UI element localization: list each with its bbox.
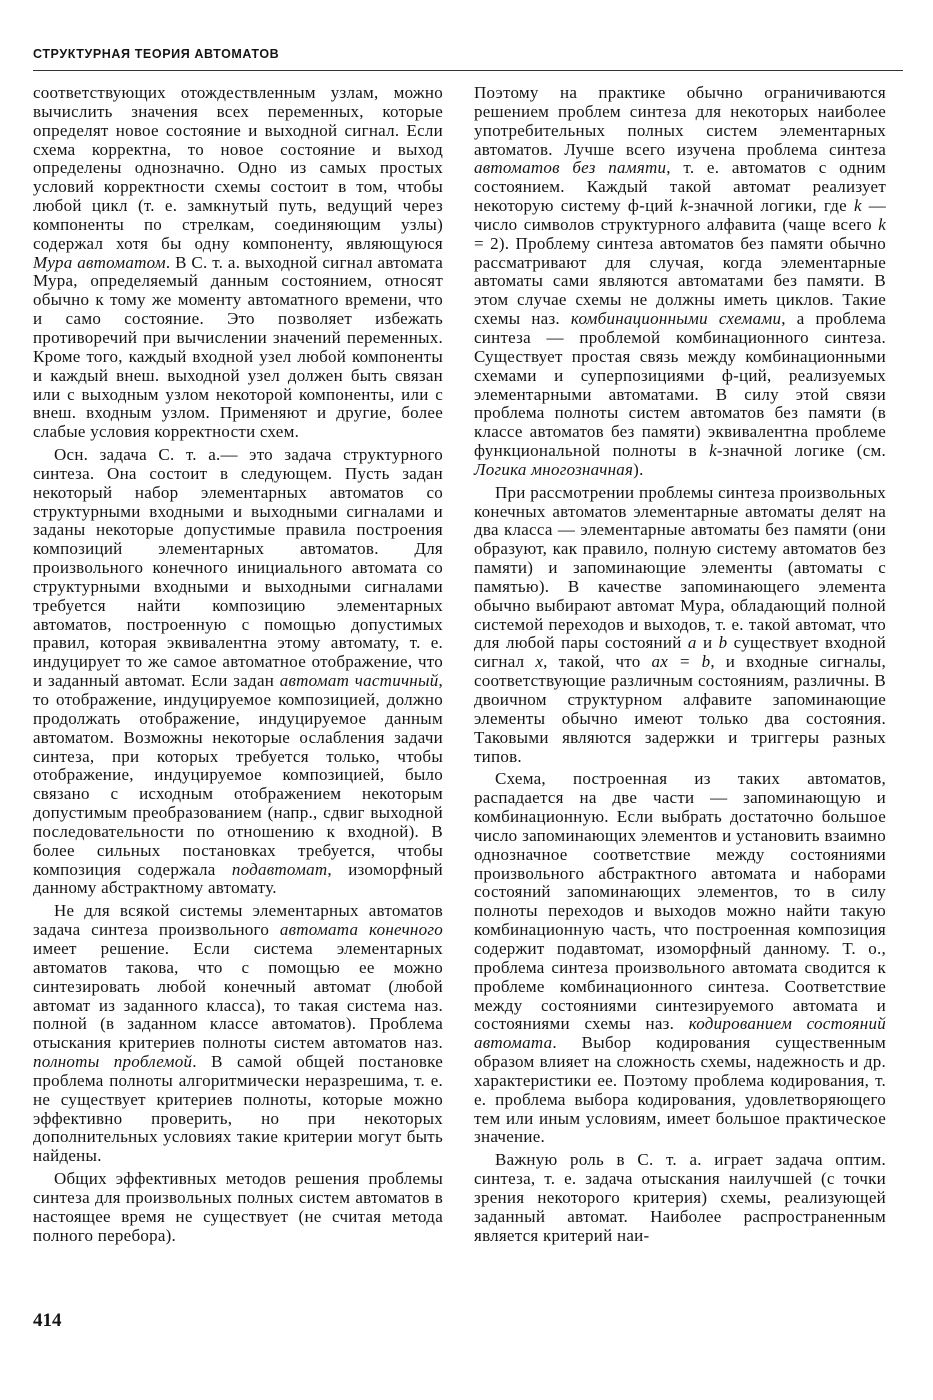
text-run: , и входные сигналы, соответствующие различным состояниям, различны. В двоичном структурном алфавите запоминающие элементы обычно имеют только два состояния. Таковыми являются задержки и триггеры разных типов. — [474, 652, 886, 766]
text-run: -значной логике (см. — [716, 441, 887, 461]
right-column — [474, 84, 886, 1249]
paragraph — [474, 484, 886, 767]
text-run: . В С. т. а. выходной сигнал автомата Мура, определяемый данным состоянием, относят обычно к тому же моменту автоматного времени, что и само состояние. Это позволяет избежать противоречий при вычислении значений переменных. Кроме того, каждый входной узел любой компоненты и каждый внеш. выходной узел должен быть связан или с выходным узлом некоторой компоненты, или с внеш. входным узлом. Применяют и другие, более слабые условия корректности схем. — [33, 252, 443, 442]
italic-term: кодированием состояний автомата — [474, 1014, 886, 1053]
italic-term: a — [687, 633, 697, 653]
text-run: , такой, что — [543, 652, 652, 672]
text-run: — число символов структурного алфавита (чаще всего — [474, 196, 887, 234]
text-run: Поэтому на практике обычно ограничиваются решением проблем синтеза для некоторых наиболее употребительных полных систем элементарных автоматов. Лучше всего изучена проблема синтеза — [474, 83, 886, 159]
text-run: Общих эффективных методов решения проблемы синтеза для произвольных полных систем автоматов в настоящее время не существует (не считая метода полного перебора). — [33, 1169, 443, 1245]
text-run: Осн. задача С. т. а.— это задача структурного синтеза. Она состоит в следующем. Пусть задан некоторый набор элементарных автоматов со структурными входными и выходными сигналами и заданы некоторые допустимые правила построения композиций элементарных автоматов. Для произвольного конечного инициального автомата со структурными входными и выходными сигналами требуется найти композицию элементарных автоматов, построенную с помощью допустимых правил, которая эквивалентна этому автомату, т. е. индуцирует то же самое автоматное отображение, что и заданный автомат. Если задан — [33, 445, 443, 691]
text-run: Схема, построенная из таких автоматов, распадается на две части — запоминающую и комбинационную. Если выбрать достаточно большое число запоминающих элементов и установить взаимно однозначное соответствие между состояниями произвольного абстрактного автомата и наборами состояний запоминающих элементов, то в силу полноты переходов и выходов можно найти такую комбинационную часть, что построенная композиция содержит подавтомат, изоморфный данному. Т. о., проблема синтеза произвольного автомата сводится к проблеме комбинационного синтеза. Соответствие между состояниями синтезируемого автомата и состояниями схемы наз. — [474, 769, 886, 1034]
italic-term: автомата конечного — [279, 920, 443, 940]
text-run: . Выбор кодирования существенным образом влияет на сложность схемы, надежность и др. характеристики ее. Поэтому проблема кодирования, т. е. проблема выбора кодирования, удовлетворяющего тем или иным условиям, имеет большое практическое значение. — [474, 1033, 886, 1147]
text-run: При рассмотрении проблемы синтеза произвольных конечных автоматов элементарные автоматы делят на два класса — элементарные автоматы без памяти (они образуют, как правило, полную систему автоматов без памяти) и запоминающие элементы (автоматы с памятью). В качестве запоминающего элемента обычно выбирают автомат Мура, обладающий полной системой переходов и выходов, т. е. такой автомат, что для любой пары состояний — [474, 482, 886, 653]
italic-term: полноты проблемой — [33, 1052, 193, 1072]
italic-term: подавтомат — [231, 859, 328, 879]
text-run: , т. е. автоматов с одним состоянием. Каждый такой автомат реализует некоторую систему ф-ций — [474, 158, 887, 216]
text-run: -значной логики, где — [687, 196, 854, 216]
italic-term: x — [535, 652, 544, 672]
text-run: , а проблема синтеза — проблемой комбинационного синтеза. Существует простая связь между комбинационными схемами и суперпозициями ф-ций, реализуемых элементарными автоматами. В силу этой связи проблема полноты систем автоматов без памяти (в классе автоматов без памяти) эквивалентна проблеме функциональной полноты в — [474, 309, 886, 461]
page-number: 414 — [33, 1310, 62, 1331]
paragraph — [33, 902, 443, 1166]
italic-term: k — [709, 441, 717, 461]
paragraph — [33, 1170, 443, 1245]
paragraph — [474, 1151, 886, 1245]
paragraph — [474, 770, 886, 1147]
left-column — [33, 84, 443, 1249]
paragraph — [474, 84, 886, 480]
italic-term: автомат частичный — [279, 671, 439, 691]
italic-term: комбинационными схемами — [570, 309, 782, 329]
text-run: = 2). Проблему синтеза автоматов без памяти обычно рассматривают для случая, когда элементарные автоматы сами являются автоматами без памяти. В этом случае схемы не должны иметь циклов. Такие схемы наз. — [474, 233, 886, 329]
italic-term: автоматов без памяти — [474, 158, 667, 178]
italic-term: k — [680, 196, 688, 216]
paragraph — [33, 84, 443, 442]
text-run: Не для всякой системы элементарных автоматов задача синтеза произвольного — [33, 901, 443, 940]
text-run: соответствующих отождествленным узлам, можно вычислить значения всех переменных, которые определят новое состояние и выходной сигнал. Если схема корректна, то новое состояние и выход определены однозначно. Одно из самых простых условий корректности схемы состоит в том, чтобы любой цикл (т. е. замкнутый путь, ведущий через компоненты по стрелкам, соединяющим узлы) содержал хотя бы одну компоненту, являющуюся — [33, 83, 443, 253]
italic-term: k — [853, 196, 862, 216]
italic-term: b — [718, 633, 728, 653]
text-run: ). — [633, 459, 644, 479]
text-run: , изоморфный данному абстрактному автомату. — [33, 859, 443, 898]
text-run: . В самой общей постановке проблема полноты алгоритмически неразрешима, т. е. не существует критериев полноты, которые можно эффективно проверить, но при некоторых дополнительных условиях такие критерии могут быть найдены. — [33, 1052, 443, 1166]
text-run: имеет решение. Если система элементарных автоматов такова, что с помощью ее можно синтезировать любой конечный автомат (любой автомат из заданного класса), то такая система наз. полной (в заданном классе автоматов). Проблема отыскания критериев полноты систем автоматов наз. — [33, 938, 443, 1053]
text-run: Важную роль в С. т. а. играет задача оптим. синтеза, т. е. задача отыскания наилучшей (с точки зрения некоторого критерия) схемы, реализующей заданный автомат. Наиболее распространенным является критерий наи- — [474, 1150, 886, 1245]
running-header: СТРУКТУРНАЯ ТЕОРИЯ АВТОМАТОВ — [33, 47, 280, 61]
italic-term: k — [878, 214, 886, 234]
italic-term: ax = b — [651, 652, 711, 672]
text-run: , то отображение, индуцируемое композицией, должно продолжать отображение, индуцируемое данным автоматом. Возможны некоторые ослабления задачи синтеза, при которых требуется только, чтобы отображение, индуцируемое композицией, было связано с исходным отображением некоторым допустимым преобразованием (напр., сдвиг выходной последовательности по отношению к входной). В более сильных постановках требуется, чтобы композиция содержала — [33, 671, 444, 879]
italic-term: Логика многозначная — [474, 459, 634, 479]
text-run: существует входной сигнал — [474, 633, 886, 672]
italic-term: Мура автоматом — [33, 252, 166, 272]
paragraph — [33, 446, 443, 898]
header-rule — [33, 70, 903, 71]
text-run: и — [696, 633, 719, 653]
